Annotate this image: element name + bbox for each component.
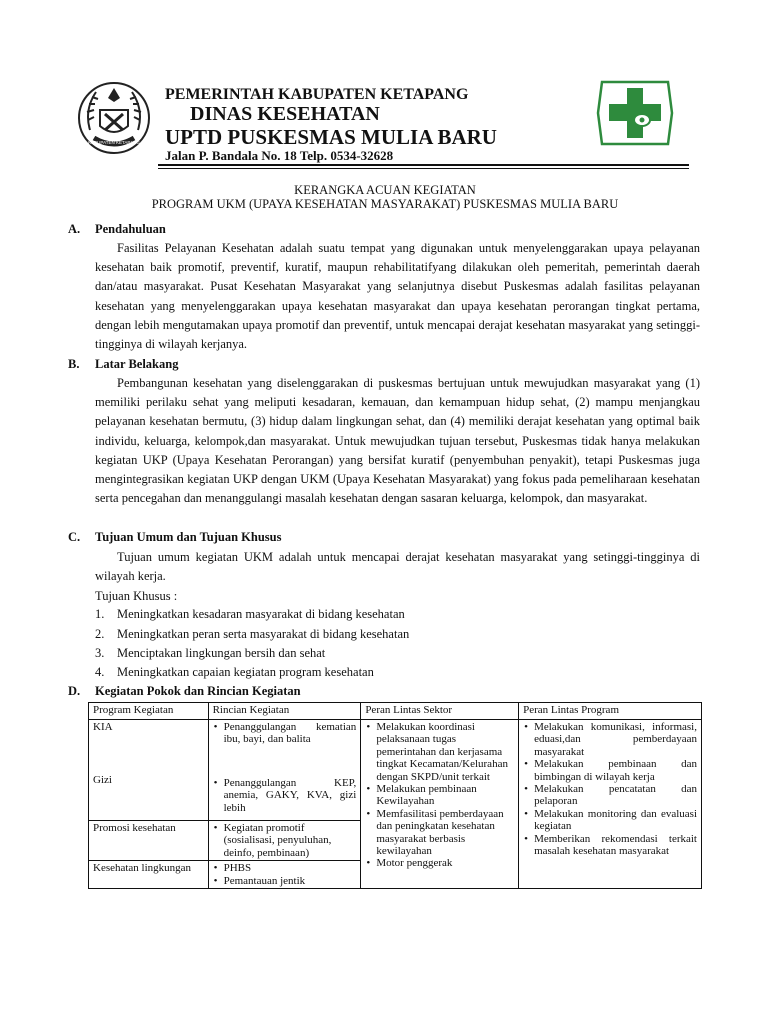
rincian-cell <box>208 821 361 861</box>
rincian-cell <box>208 720 361 821</box>
list-item: • Melakukan koordinasi pelaksanaan tugas pemerintahan dan kerjasama tingkat Kecamatan/Kelurahan dengan SKPD/unit terkait <box>365 721 514 783</box>
section-a-letter: A. <box>68 222 81 236</box>
activities-table <box>88 702 702 889</box>
list-item: • Penanggulangan KEP, anemia, GAKY, KVA, gizi lebih <box>213 777 357 814</box>
document-subtitle: PROGRAM UKM (UPAYA KESEHATAN MASYARAKAT) PUSKESMAS MULIA BARU <box>151 197 619 211</box>
table-row <box>89 720 702 821</box>
program-cell: Promosi kesehatan <box>89 821 209 861</box>
table-header-row <box>89 703 702 720</box>
section-c-general-goal: Tujuan umum kegiatan UKM adalah untuk mencapai derajat kesehatan masyarakat yang setinggi-tingginya di wilayah kerja. <box>95 550 700 584</box>
program-cell: KIA Gizi <box>89 720 209 821</box>
program-cell: Kesehatan lingkungan <box>89 861 209 889</box>
header-lintas-sektor: Peran Lintas Sektor <box>361 703 519 720</box>
specific-goal-item: 4. Meningkatkan capaian kegiatan program kesehatan <box>95 665 374 679</box>
list-item: • Melakukan pencatatan dan pelaporan <box>523 783 697 808</box>
address-line: Jalan P. Bandala No. 18 Telp. 0534-32628 <box>165 148 394 163</box>
lintas-program-cell <box>519 720 702 889</box>
list-item: • Motor penggerak <box>365 857 514 869</box>
svg-text:KABUPATEN KETAPANG: KABUPATEN KETAPANG <box>88 140 140 145</box>
section-a-paragraph: Fasilitas Pelayanan Kesehatan adalah suatu tempat yang digunakan untuk menyelenggarakan upaya pelayanan kesehatan baik promotif, preventif, kuratif, maupun rehabilitatifyang dilakukan oleh pemeritah, pemerintah daerah dan/atau masyarakat. Pusat Kesehatan Masyarakat yang selanjutnya disebut Puskesmas adalah fasilitas pelayanan kesehatan yang menyelenggarakan upaya kesehatan masyarakat dan upaya kesehatan perorangan tingkat pertama, dengan lebih mengutamakan upaya promotif dan preventif, untuk mencapai derajat kesehatan masyarakat yang setinggi-tingginya di wilayah kerjanya. <box>95 241 700 352</box>
section-d-title: Kegiatan Pokok dan Rincian Kegiatan <box>95 684 301 698</box>
agency-name: DINAS KESEHATAN <box>190 103 380 125</box>
list-item: • Kegiatan promotif (sosialisasi, penyuluhan, deinfo, pembinaan) <box>213 822 357 859</box>
puskesmas-logo <box>596 80 674 146</box>
list-item: • Melakukan pembinaan dan bimbingan di wilayah kerja <box>523 758 697 783</box>
list-item: • Penanggulangan kematian ibu, bayi, dan balita <box>213 721 357 746</box>
regency-seal-logo <box>76 80 152 156</box>
list-item: • Memfasilitasi pemberdayaan dan peningkatan kesehatan masyarakat berbasis kewilayahan <box>365 808 514 858</box>
section-b-paragraph: Pembangunan kesehatan yang diselenggarakan di puskesmas bertujuan untuk mewujudkan masyarakat yang (1) memiliki perilaku sehat yang meliputi kesadaran, kemauan, dan kemampuan hidup sehat, (2) mampu menjangkau pelayanan kesehatan bermutu, (3) hidup dalam lingkungan sehat, dan (4) memiliki derajat kesehatan yang optimal baik individu, keluarga, kelompok,dan masyarakat. Untuk mewujudkan tujuan tersebut, Puskesmas tidak hanya melakukan kegiatan UKP (Upaya Kesehatan Perorangan) yang bersifat kuratif (penyembuhan penyakit), tetapi Puskesmas juga mengintegrasikan kegiatan UKP dengan UKM (Upaya Kesehatan Masyarakat) yang fokus pada pemeliharaan kesehatan serta pencegahan dan menanggulangi masalah kesehatan dengan sasaran keluarga, kelompok, dan masyarakat. <box>95 376 700 506</box>
document-title: KERANGKA ACUAN KEGIATAN <box>294 183 476 197</box>
institution-name: UPTD PUSKESMAS MULIA BARU <box>165 125 497 149</box>
specific-goal-item: 1. Meningkatkan kesadaran masyarakat di bidang kesehatan <box>95 607 405 621</box>
list-item: • Melakukan monitoring dan evaluasi kegiatan <box>523 808 697 833</box>
specific-goal-item: 3. Menciptakan lingkungan bersih dan sehat <box>95 646 326 660</box>
government-name: PEMERINTAH KABUPATEN KETAPANG <box>165 86 469 103</box>
section-c-title: Tujuan Umum dan Tujuan Khusus <box>95 530 282 544</box>
section-b-title: Latar Belakang <box>95 357 179 371</box>
rincian-cell <box>208 861 361 889</box>
section-a-title: Pendahuluan <box>95 222 166 236</box>
specific-goals-label: Tujuan Khusus : <box>95 589 178 603</box>
list-item: • PHBS <box>213 862 357 874</box>
section-b-letter: B. <box>68 357 80 371</box>
section-c-letter: C. <box>68 530 81 544</box>
header-rule-thick <box>158 164 689 166</box>
lintas-sektor-cell <box>361 720 519 889</box>
header-lintas-program: Peran Lintas Program <box>519 703 702 720</box>
list-item: • Memberikan rekomendasi terkait masalah kesehatan masyarakat <box>523 833 697 858</box>
section-d-letter: D. <box>68 684 81 698</box>
list-item: • Melakukan komunikasi, informasi, eduasi,dan pemberdayaan masyarakat <box>523 721 697 758</box>
list-item: • Pemantauan jentik <box>213 875 357 887</box>
header-program: Program Kegiatan <box>89 703 209 720</box>
list-item: • Melakukan pembinaan Kewilayahan <box>365 783 514 808</box>
specific-goal-item: 2. Meningkatkan peran serta masyarakat di bidang kesehatan <box>95 627 410 641</box>
header-rincian: Rincian Kegiatan <box>208 703 361 720</box>
header-rule-thin <box>158 168 689 169</box>
